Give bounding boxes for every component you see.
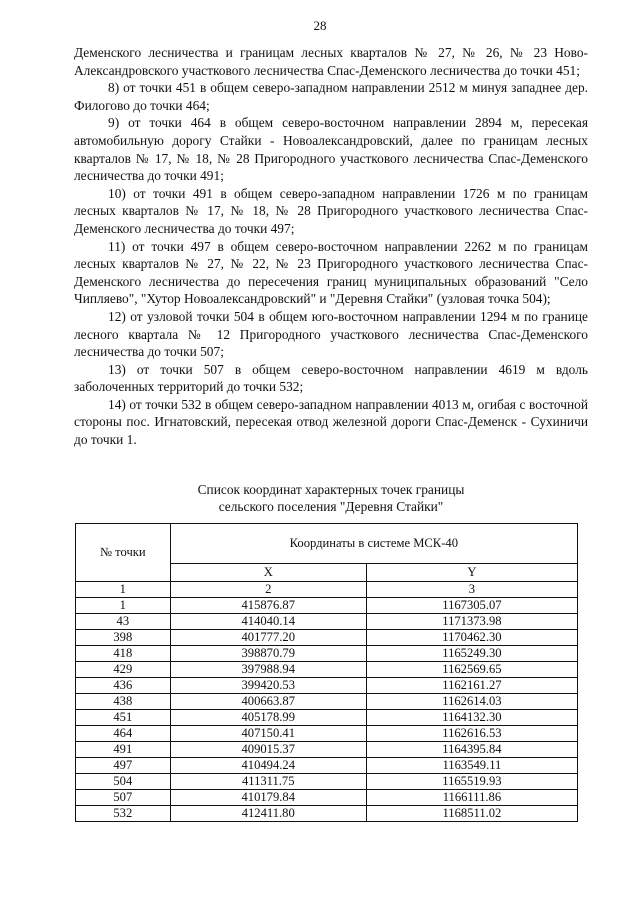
column-numbers-row bbox=[76, 582, 578, 598]
paragraph-item-11: 11) от точки 497 в общем северо-восточном направлении 2262 м по границам лесных кварталов № 27, № 22, № 23 Пригородного участкового лесничества Спас-Деменского лесничества до пересечения границ муниципальных образований "Село Чипляево", "Хутор Новоалександровский" и "Деревня Стайки" (узловая точка 504); bbox=[74, 238, 588, 307]
x-cell: 397988.94 bbox=[170, 662, 366, 678]
x-cell: 405178.99 bbox=[170, 710, 366, 726]
y-cell: 1162614.03 bbox=[366, 694, 577, 710]
point-cell: 504 bbox=[76, 774, 171, 790]
y-cell: 1163549.11 bbox=[366, 758, 577, 774]
paragraph-continuation: Деменского лесничества и границам лесных кварталов № 27, № 26, № 23 Ново-Александровского участкового лесничества Спас-Деменского лесничества до точки 451; bbox=[74, 45, 588, 78]
header-x: X bbox=[170, 563, 366, 581]
point-cell: 451 bbox=[76, 710, 171, 726]
x-cell: 398870.79 bbox=[170, 646, 366, 662]
table-row bbox=[76, 742, 578, 758]
paragraph-item-9: 9) от точки 464 в общем северо-восточном направлении 2894 м, пересекая автомобильную дорогу Стайки - Новоалександровский, далее по границам лесных кварталов № 17, № 18, № 28 Пригородного участкового лесничества Спас-Деменского лесничества до точки 491; bbox=[74, 115, 588, 184]
y-cell: 1170462.30 bbox=[366, 630, 577, 646]
y-cell: 1162616.53 bbox=[366, 726, 577, 742]
x-cell: 411311.75 bbox=[170, 774, 366, 790]
point-cell: 491 bbox=[76, 742, 171, 758]
table-row bbox=[76, 678, 578, 694]
table-row bbox=[76, 774, 578, 790]
table-title-line-1: Список координат характерных точек границы bbox=[197, 482, 465, 497]
header-point-number: № точки bbox=[76, 524, 171, 582]
column-number: 3 bbox=[366, 582, 577, 598]
table-row bbox=[76, 662, 578, 678]
point-cell: 1 bbox=[76, 598, 171, 614]
x-cell: 410179.84 bbox=[170, 790, 366, 806]
table-row bbox=[76, 710, 578, 726]
x-cell: 399420.53 bbox=[170, 678, 366, 694]
x-cell: 410494.24 bbox=[170, 758, 366, 774]
y-cell: 1165519.93 bbox=[366, 774, 577, 790]
table-row bbox=[76, 598, 578, 614]
table-row bbox=[76, 806, 578, 822]
header-y: Y bbox=[366, 563, 577, 581]
x-cell: 400663.87 bbox=[170, 694, 366, 710]
paragraph-item-14: 14) от точки 532 в общем северо-западном направлении 4013 м, огибая с восточной стороны пос. Игнатовский, пересекая отвод железной дороги Спас-Деменск - Сухиничи до точки 1. bbox=[74, 396, 588, 448]
point-cell: 507 bbox=[76, 790, 171, 806]
table-title-line-2: сельского поселения "Деревня Стайки" bbox=[218, 499, 444, 514]
point-cell: 464 bbox=[76, 726, 171, 742]
table-title bbox=[74, 481, 588, 515]
table-row bbox=[76, 694, 578, 710]
x-cell: 414040.14 bbox=[170, 614, 366, 630]
point-cell: 429 bbox=[76, 662, 171, 678]
coordinates-table bbox=[75, 523, 578, 822]
document-body bbox=[74, 44, 588, 449]
paragraph-item-13: 13) от точки 507 в общем северо-восточном направлении 4619 м вдоль заболоченных территорий до точки 532; bbox=[74, 361, 588, 395]
table-row bbox=[76, 726, 578, 742]
paragraph-item-12: 12) от узловой точки 504 в общем юго-восточном направлении 1294 м по границе лесного квартала № 12 Пригородного участкового лесничества Спас-Деменского лесничества до точки 507; bbox=[74, 308, 588, 360]
paragraph-item-8: 8) от точки 451 в общем северо-западном направлении 2512 м минуя западнее дер. Филогово до точки 464; bbox=[74, 80, 588, 113]
x-cell: 415876.87 bbox=[170, 598, 366, 614]
column-number: 1 bbox=[76, 582, 171, 598]
y-cell: 1162569.65 bbox=[366, 662, 577, 678]
table-row bbox=[76, 630, 578, 646]
table-row bbox=[76, 646, 578, 662]
x-cell: 407150.41 bbox=[170, 726, 366, 742]
point-cell: 418 bbox=[76, 646, 171, 662]
table-row bbox=[76, 758, 578, 774]
y-cell: 1167305.07 bbox=[366, 598, 577, 614]
point-cell: 438 bbox=[76, 694, 171, 710]
column-number: 2 bbox=[170, 582, 366, 598]
table-row bbox=[76, 790, 578, 806]
point-cell: 398 bbox=[76, 630, 171, 646]
y-cell: 1171373.98 bbox=[366, 614, 577, 630]
point-cell: 43 bbox=[76, 614, 171, 630]
y-cell: 1168511.02 bbox=[366, 806, 577, 822]
paragraph-item-10: 10) от точки 491 в общем северо-западном направлении 1726 м по границам лесных кварталов № 17, № 18, № 28 Пригородного участкового лесничества Спас-Деменского лесничества до точки 497; bbox=[74, 185, 588, 236]
y-cell: 1162161.27 bbox=[366, 678, 577, 694]
y-cell: 1166111.86 bbox=[366, 790, 577, 806]
y-cell: 1165249.30 bbox=[366, 646, 577, 662]
y-cell: 1164395.84 bbox=[366, 742, 577, 758]
x-cell: 401777.20 bbox=[170, 630, 366, 646]
page-number: 28 bbox=[313, 18, 327, 33]
point-cell: 436 bbox=[76, 678, 171, 694]
point-cell: 497 bbox=[76, 758, 171, 774]
x-cell: 409015.37 bbox=[170, 742, 366, 758]
y-cell: 1164132.30 bbox=[366, 710, 577, 726]
point-cell: 532 bbox=[76, 806, 171, 822]
header-coordinate-system: Координаты в системе МСК-40 bbox=[170, 524, 577, 564]
table-row bbox=[76, 614, 578, 630]
x-cell: 412411.80 bbox=[170, 806, 366, 822]
